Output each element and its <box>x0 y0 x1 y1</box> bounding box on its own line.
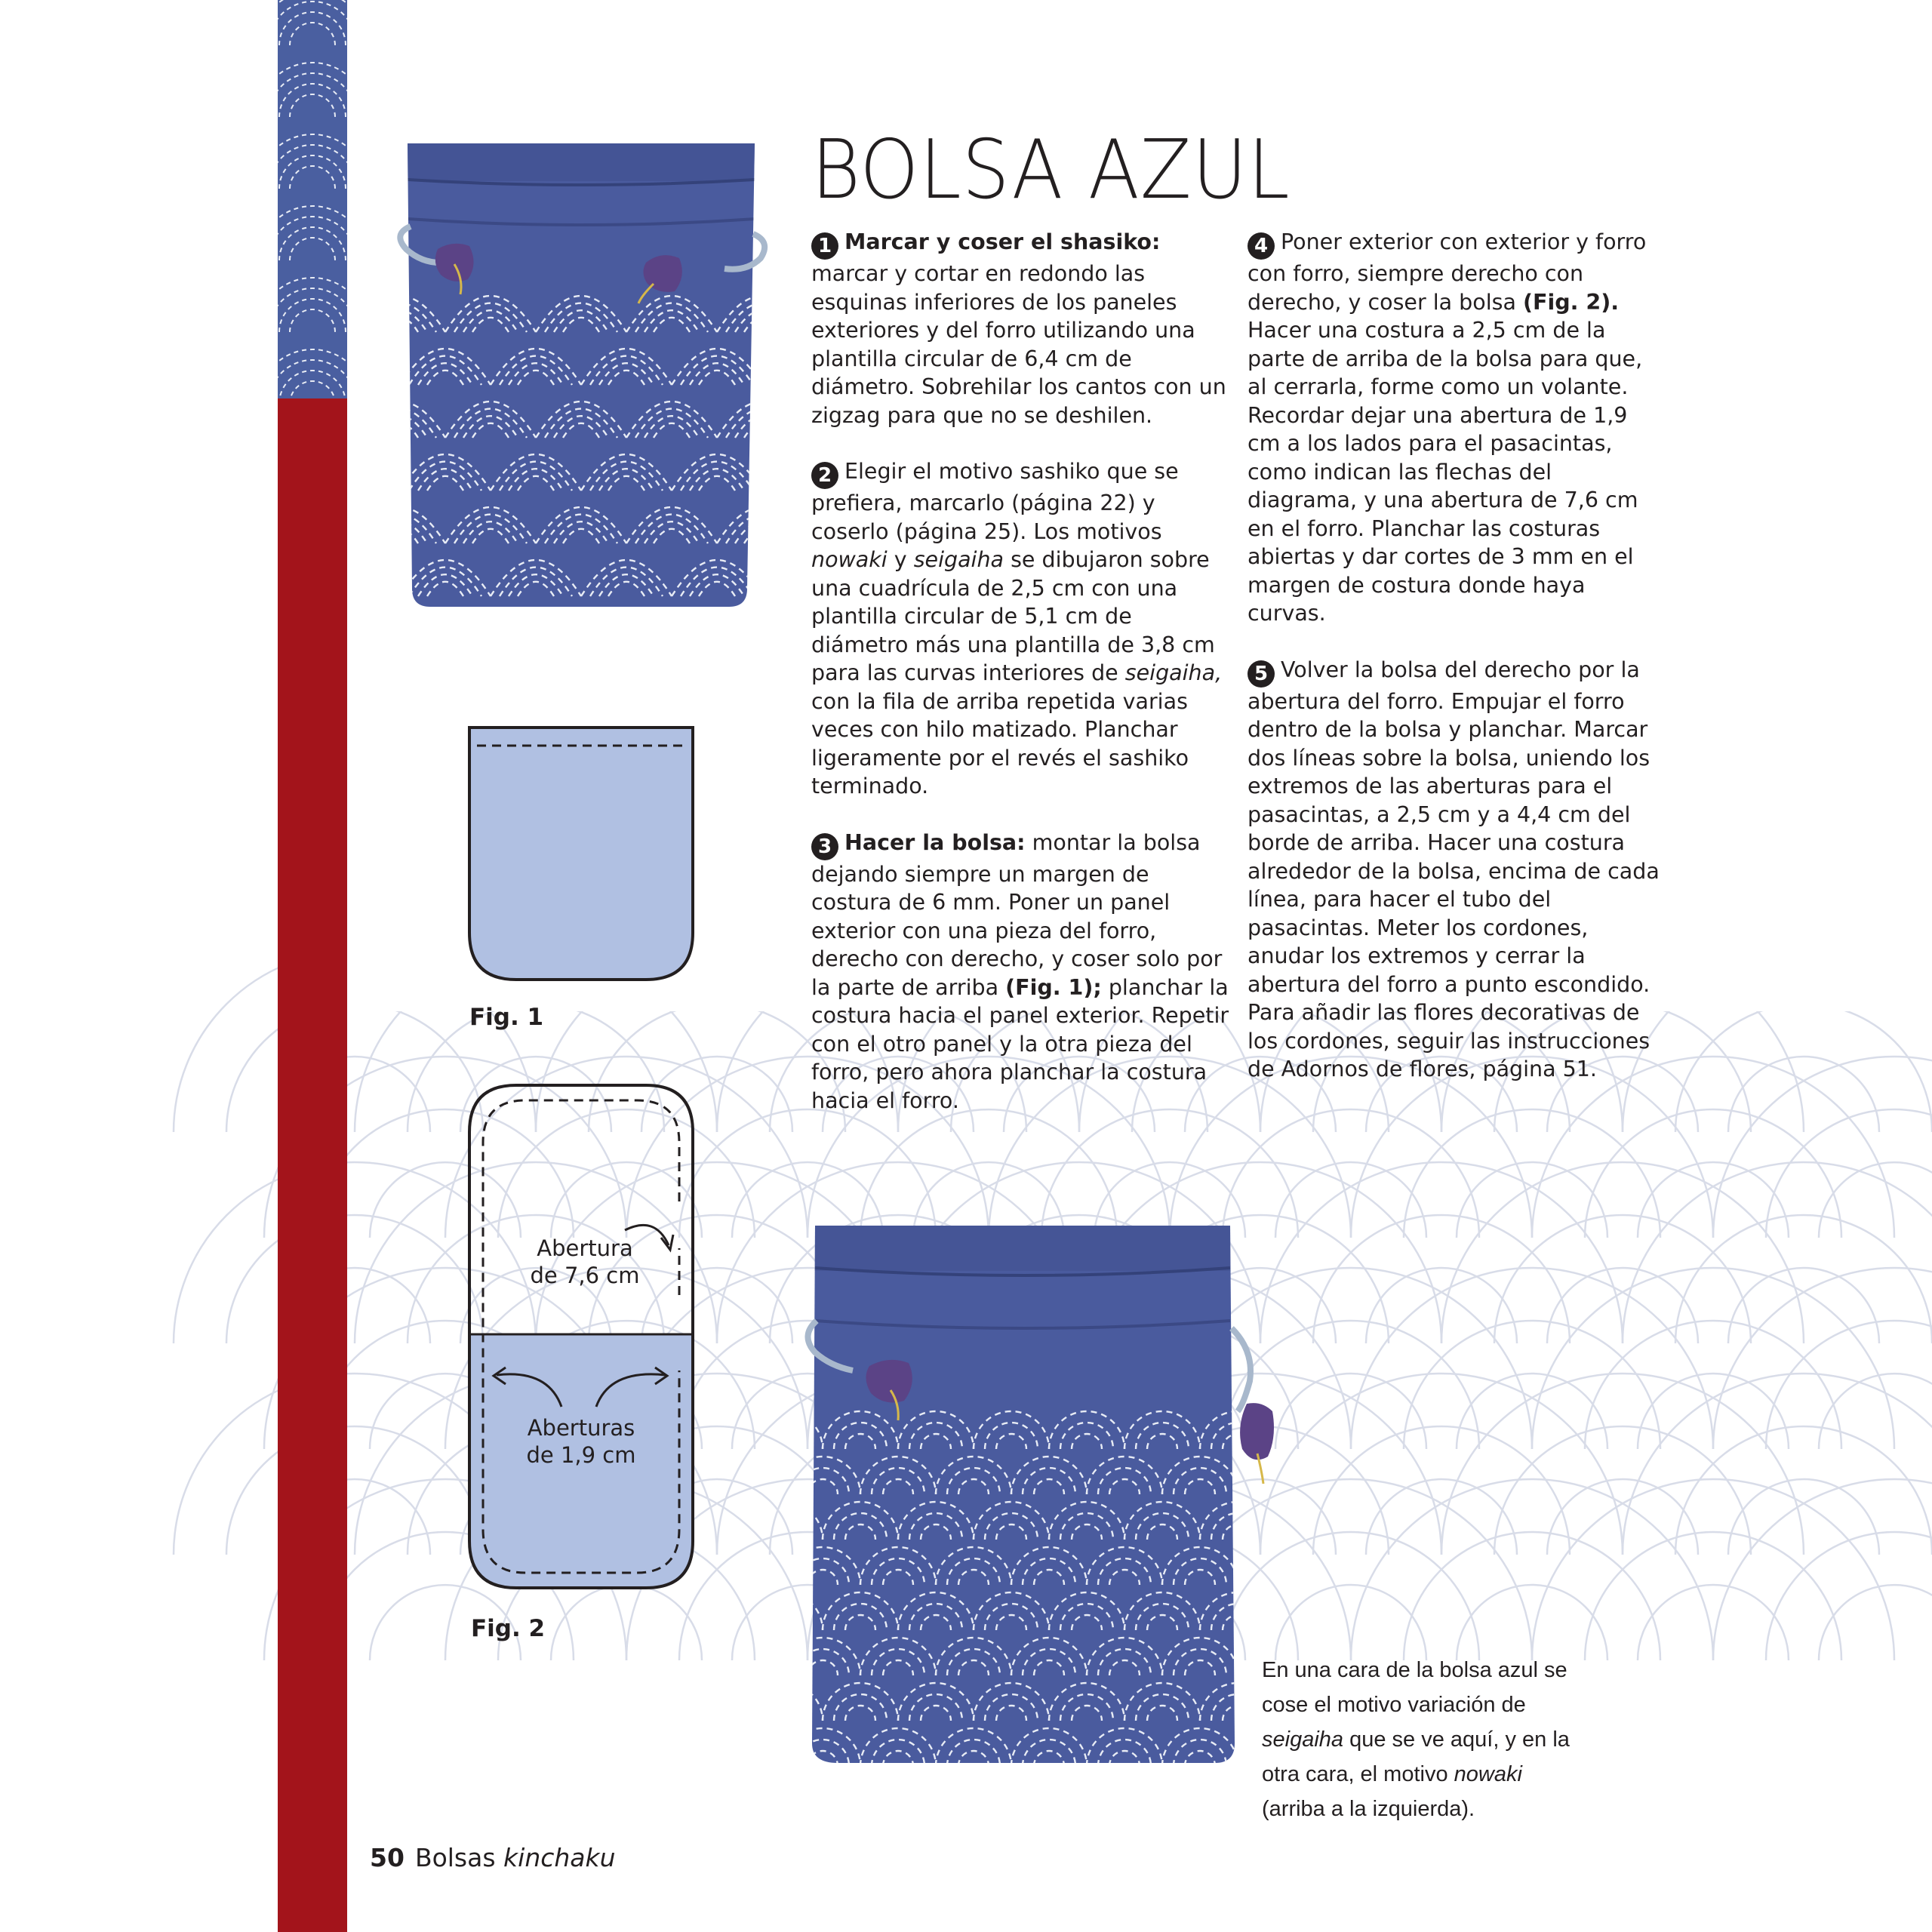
caption-text: (arriba a la izquierda). <box>1262 1797 1475 1821</box>
step-3 <box>811 829 1230 1115</box>
label-line: de 1,9 cm <box>526 1442 636 1468</box>
caption-text: En una cara de la bolsa azul se cose el motivo variación de <box>1262 1658 1567 1717</box>
step-number-badge: 1 <box>811 232 838 260</box>
caption-text: que se ve aquí, y en la otra cara, el motivo <box>1262 1727 1570 1786</box>
page-footer <box>370 1843 616 1872</box>
motif-name: seigaiha <box>1262 1727 1344 1752</box>
label-line: Aberturas <box>527 1415 635 1441</box>
photo-bag-seigaiha <box>785 1223 1283 1781</box>
photo-caption <box>1262 1653 1579 1826</box>
instructions-column-right <box>1247 228 1666 1112</box>
step-lead: Hacer la bolsa: <box>844 829 1026 855</box>
step-number-badge: 5 <box>1247 660 1275 688</box>
figure-reference: (Fig. 1); <box>1005 974 1102 1000</box>
step-text: se dibujaron sobre una cuadrícula de 2,5 cm con una plantilla circular de 5,1 cm de diámetro más una plantilla de 3,8 cm para las curvas interiores de <box>811 547 1215 685</box>
motif-name: seigaiha, <box>1124 660 1223 685</box>
section-name-italic: kinchaku <box>503 1843 616 1872</box>
step-text: planchar la costura hacia el panel exterior. Repetir con el otro panel y la otra pieza del forro, pero ahora planchar la costura hacia el forro. <box>811 974 1229 1113</box>
step-text: montar la bolsa dejando siempre un margen de costura de 6 mm. Poner un panel exterior con una pieza del forro, derecho con derecho, y coser solo por la parte de arriba <box>811 829 1223 1000</box>
step-lead: Marcar y coser el shasiko: <box>844 229 1161 254</box>
page-title: BOLSA AZUL <box>811 123 1291 217</box>
step-text: Hacer una costura a 2,5 cm de la parte de arriba de la bolsa para que, al cerrarla, forme como un volante. Recordar dejar una abertura de 1,9 cm a los lados para el pasacintas, como indican las flechas del diagrama, y una abertura de 7,6 cm en el forro. Planchar las costuras abiertas y dar cortes de 3 mm en el margen de costura donde haya curvas. <box>1247 318 1643 626</box>
sidebar-sashiko-pattern <box>278 0 347 398</box>
motif-name: seigaiha <box>913 547 1004 572</box>
step-text: con la fila de arriba repetida varias veces con hilo matizado. Planchar ligeramente por el revés el sashiko terminado. <box>811 688 1189 798</box>
step-text: Elegir el motivo sashiko que se prefiera, marcarlo (página 22) y coserlo (página 25). Los motivos <box>811 459 1179 544</box>
step-1 <box>811 228 1230 429</box>
figure-2-opening-label <box>521 1235 649 1289</box>
step-text: marcar y cortar en redondo las esquinas inferiores de los paneles exteriores y del forro utilizando una plantilla circular de 6,4 cm de diámetro. Sobrehilar los cantos con un zigzag para que no se deshilen. <box>811 261 1226 428</box>
sidebar-fabric-strip <box>278 0 347 398</box>
instructions-column-left <box>811 228 1230 1143</box>
step-number-badge: 3 <box>811 833 838 860</box>
step-4 <box>1247 228 1666 628</box>
figure-reference: (Fig. 2). <box>1523 289 1620 315</box>
motif-name: nowaki <box>1454 1762 1522 1786</box>
figure-2-diagram <box>466 1082 696 1592</box>
step-text: y <box>887 547 914 572</box>
label-line: Abertura <box>537 1235 633 1261</box>
figure-2-label: Fig. 2 <box>471 1615 546 1642</box>
sidebar-red-band <box>278 398 347 1932</box>
motif-name: nowaki <box>811 547 888 572</box>
section-name: Bolsas <box>414 1843 504 1872</box>
step-text: Volver la bolsa del derecho por la abertura del forro. Empujar el forro dentro de la bolsa y planchar. Marcar dos líneas sobre la bolsa, uniendo los extremos de las aberturas para el pasacintas, a 2,5 cm y a 4,4 cm del borde de arriba. Hacer una costura alrededor de la bolsa, encima de cada línea, para hacer el tubo del pasacintas. Meter los cordones, anudar los extremos y cerrar la abertura del forro a punto escondido. Para añadir las flores decorativas de los cordones, seguir las instrucciones de Adornos de flores, página 51. <box>1247 657 1660 1081</box>
step-number-badge: 2 <box>811 462 838 489</box>
step-text: Poner exterior con exterior y forro con forro, siempre derecho con derecho, y coser la bolsa <box>1247 229 1647 315</box>
page-number: 50 <box>370 1843 405 1872</box>
step-2 <box>811 457 1230 801</box>
step-number-badge: 4 <box>1247 232 1275 260</box>
figure-1-label: Fig. 1 <box>469 1004 544 1031</box>
figure-1-diagram <box>466 724 696 986</box>
figure-2-openings-label <box>513 1414 649 1469</box>
label-line: de 7,6 cm <box>530 1263 640 1288</box>
step-5 <box>1247 656 1666 1084</box>
photo-bag-nowaki <box>385 136 777 619</box>
